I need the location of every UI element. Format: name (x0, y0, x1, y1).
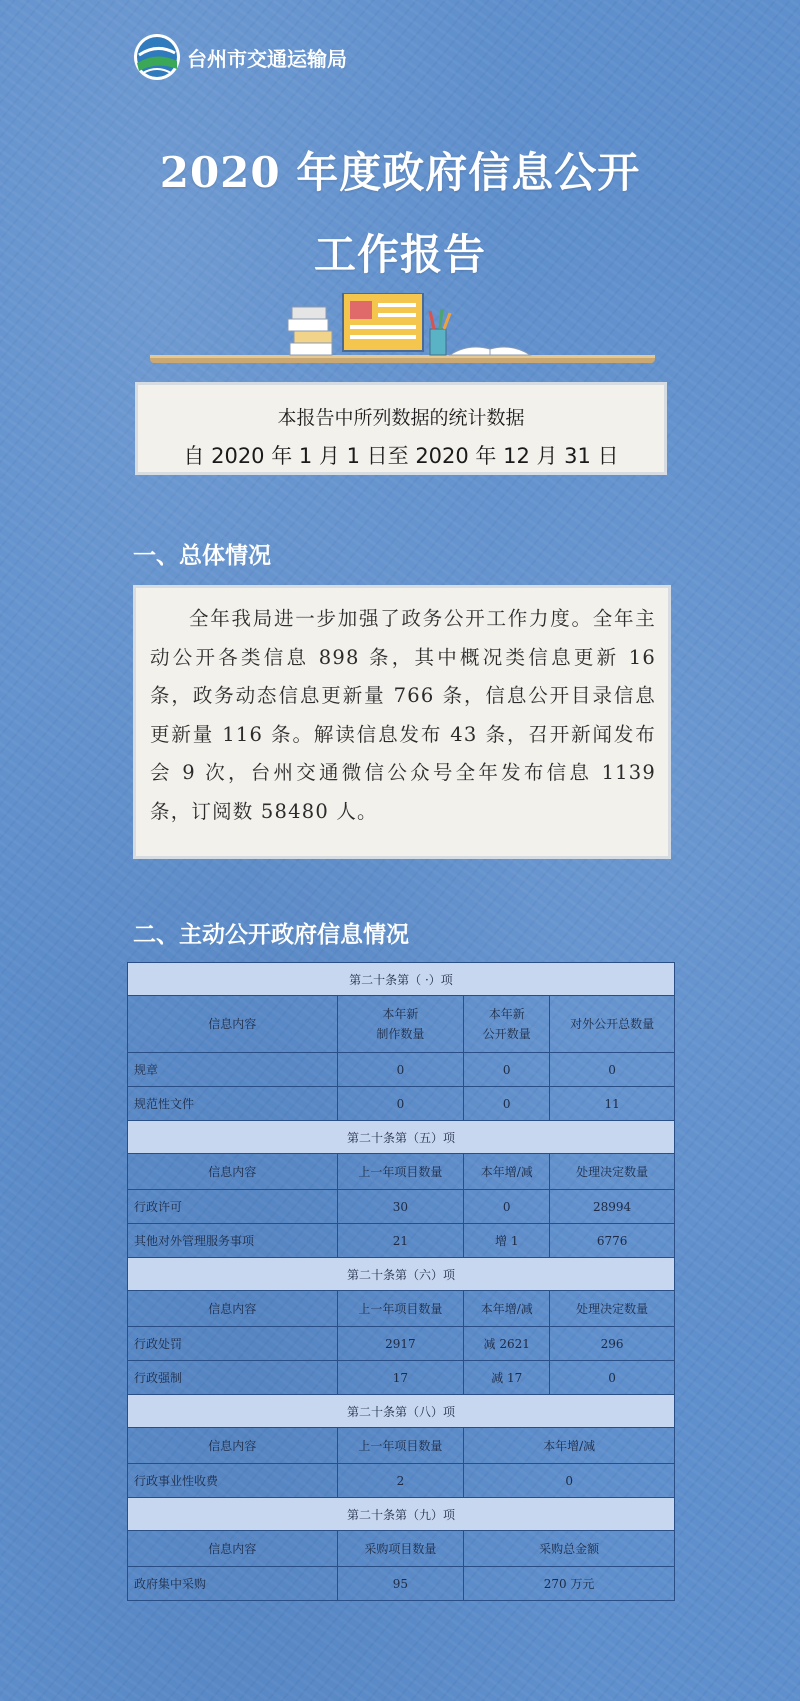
monitor-icon (343, 293, 423, 351)
table-cell: 其他对外管理服务事项 (128, 1224, 338, 1258)
section-title: 第二十条第（九）项 (128, 1498, 675, 1531)
table-cell: 0 (464, 1464, 675, 1498)
table-row (128, 1327, 675, 1361)
section-title: 第二十条第（ ·）项 (128, 963, 675, 996)
column-header: 上一年项目数量 (337, 1428, 464, 1464)
section-row (128, 963, 675, 996)
column-header: 本年增/减 (464, 1154, 550, 1190)
table-cell: 0 (337, 1087, 464, 1121)
header-row (128, 1291, 675, 1327)
disclosure-heading: 二、主动公开政府信息情况 (133, 922, 409, 948)
column-header: 信息内容 (128, 996, 338, 1053)
org-name: 台州市交通运输局 (187, 46, 347, 71)
column-header: 采购项目数量 (337, 1531, 464, 1567)
header-row (128, 1154, 675, 1190)
statistics-period-box (135, 382, 667, 475)
table-row (128, 1190, 675, 1224)
column-header: 信息内容 (128, 1531, 338, 1567)
section-row (128, 1395, 675, 1428)
table-cell: 0 (464, 1087, 550, 1121)
section-title: 第二十条第（八）项 (128, 1395, 675, 1428)
table-cell: 行政强制 (128, 1361, 338, 1395)
column-header: 信息内容 (128, 1291, 338, 1327)
table-cell: 30 (337, 1190, 464, 1224)
table-cell: 270 万元 (464, 1567, 675, 1601)
table-cell: 296 (550, 1327, 675, 1361)
column-header: 对外公开总数量 (550, 996, 675, 1053)
column-header: 信息内容 (128, 1428, 338, 1464)
table-row (128, 1464, 675, 1498)
column-header: 处理决定数量 (550, 1291, 675, 1327)
table-cell: 0 (337, 1053, 464, 1087)
column-header: 上一年项目数量 (337, 1154, 464, 1190)
table-row (128, 1087, 675, 1121)
section-title: 第二十条第（六）项 (128, 1258, 675, 1291)
table-cell: 0 (464, 1053, 550, 1087)
table-cell: 减 17 (464, 1361, 550, 1395)
table-cell: 政府集中采购 (128, 1567, 338, 1601)
column-header: 处理决定数量 (550, 1154, 675, 1190)
table-cell: 11 (550, 1087, 675, 1121)
table-cell: 6776 (550, 1224, 675, 1258)
table-cell: 17 (337, 1361, 464, 1395)
table-cell: 2917 (337, 1327, 464, 1361)
overview-text: 全年我局进一步加强了政务公开工作力度。全年主动公开各类信息 898 条，其中概况类信息更新 16 条，政务动态信息更新量 766 条，信息公开目录信息更新量 116 条。解读信息发布 43 条，召开新闻发布会 9 次，台州交通微信公众号全年发布信息 1139 条，订阅数 58480 人。 (133, 585, 671, 859)
table-cell: 0 (464, 1190, 550, 1224)
table-cell: 减 2621 (464, 1327, 550, 1361)
column-header: 上一年项目数量 (337, 1291, 464, 1327)
column-header: 采购总金额 (464, 1531, 675, 1567)
table-cell: 行政许可 (128, 1190, 338, 1224)
table-cell: 21 (337, 1224, 464, 1258)
table-cell: 规章 (128, 1053, 338, 1087)
table-row (128, 1053, 675, 1087)
table-row (128, 1224, 675, 1258)
header-row (128, 1428, 675, 1464)
bureau-emblem-icon (133, 33, 181, 81)
table-cell: 行政事业性收费 (128, 1464, 338, 1498)
table-cell: 28994 (550, 1190, 675, 1224)
table-cell: 2 (337, 1464, 464, 1498)
section-row (128, 1498, 675, 1531)
column-header: 本年新 公开数量 (464, 996, 550, 1053)
table-row (128, 1567, 675, 1601)
header-row (128, 1531, 675, 1567)
pencil-cup-icon (430, 309, 450, 355)
open-book-icon (450, 347, 530, 355)
header-row (128, 996, 675, 1053)
org-logo (133, 33, 347, 81)
report-title-line2: 工作报告 (313, 230, 486, 279)
column-header: 本年增/减 (464, 1428, 675, 1464)
column-header: 本年增/减 (464, 1291, 550, 1327)
section-title: 第二十条第（五）项 (128, 1121, 675, 1154)
column-header: 信息内容 (128, 1154, 338, 1190)
period-caption: 本报告中所列数据的统计数据 (277, 407, 525, 429)
table-row (128, 1361, 675, 1395)
report-title-line1: 2020 年度政府信息公开 (159, 148, 641, 197)
table-cell: 0 (550, 1053, 675, 1087)
column-header: 本年新 制作数量 (337, 996, 464, 1053)
period-range: 自 2020 年 1 月 1 日至 2020 年 12 月 31 日 (183, 444, 619, 468)
disclosure-table (127, 962, 675, 1601)
overview-heading: 一、总体情况 (133, 543, 271, 569)
desk-books-illustration (150, 293, 655, 371)
table-cell: 规范性文件 (128, 1087, 338, 1121)
section-row (128, 1121, 675, 1154)
book-stack-icon (288, 307, 332, 355)
table-cell: 行政处罚 (128, 1327, 338, 1361)
table-cell: 95 (337, 1567, 464, 1601)
table-cell: 增 1 (464, 1224, 550, 1258)
table-cell: 0 (550, 1361, 675, 1395)
section-row (128, 1258, 675, 1291)
